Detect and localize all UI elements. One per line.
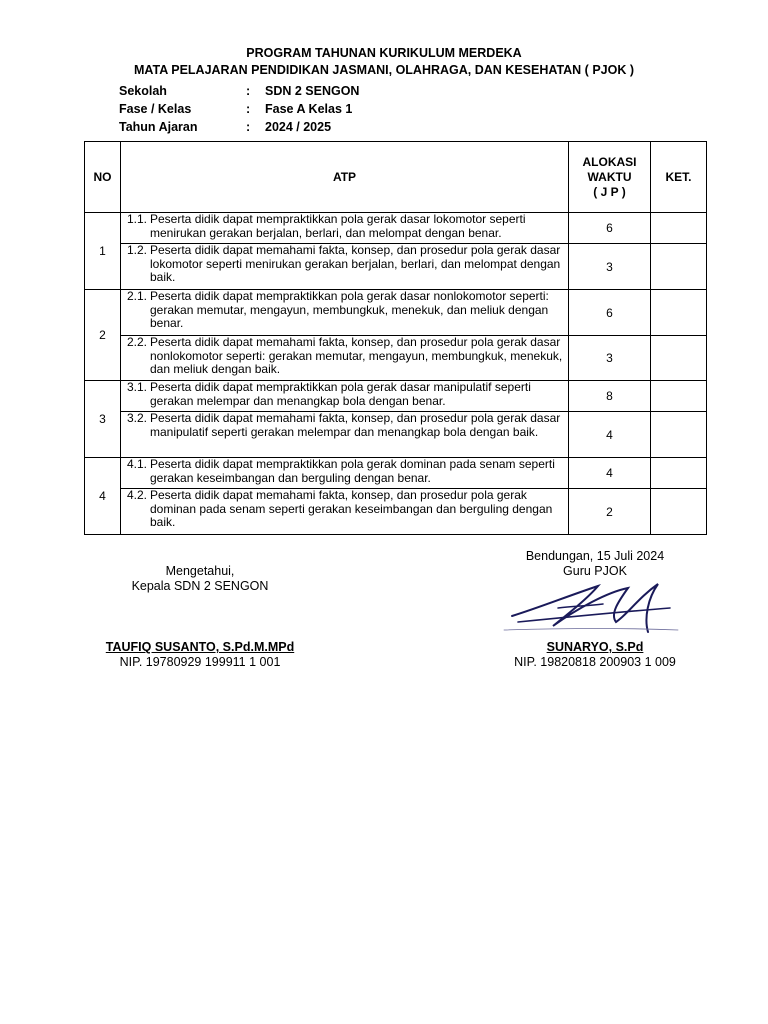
table-header-row	[85, 142, 707, 213]
row-number: 2	[85, 290, 121, 381]
ket-cell	[651, 290, 707, 336]
table-row	[85, 412, 707, 458]
info-colon: :	[246, 84, 251, 98]
atp-number: 1.1.	[127, 212, 148, 226]
jp-value: 4	[569, 458, 651, 489]
ket-cell	[651, 458, 707, 489]
atp-cell	[121, 336, 569, 381]
atp-cell	[121, 458, 569, 489]
left-sign-line2: Kepala SDN 2 SENGON	[131, 579, 269, 593]
jp-value: 2	[569, 489, 651, 535]
jp-value: 8	[569, 381, 651, 412]
atp-cell	[121, 412, 569, 458]
table-row	[85, 336, 707, 381]
jp-value: 3	[569, 244, 651, 290]
info-value: 2024 / 2025	[265, 120, 332, 134]
jp-value: 4	[569, 412, 651, 458]
table-row	[85, 244, 707, 290]
row-number: 4	[85, 458, 121, 535]
atp-number: 3.1.	[127, 380, 148, 394]
atp-cell	[121, 244, 569, 290]
info-colon: :	[246, 120, 251, 134]
header-alokasi-line: ALOKASI	[582, 154, 637, 169]
table-row	[85, 381, 707, 412]
atp-number: 1.2.	[127, 243, 148, 257]
right-signer-name: SUNARYO, S.Pd	[546, 640, 644, 654]
ket-cell	[651, 213, 707, 244]
info-label: Sekolah	[119, 84, 167, 98]
right-signer-nip: NIP. 19820818 200903 1 009	[514, 655, 676, 669]
handwritten-signature	[498, 578, 683, 636]
ket-cell	[651, 412, 707, 458]
jp-value: 6	[569, 290, 651, 336]
atp-number: 4.2.	[127, 488, 148, 502]
atp-number: 2.2.	[127, 335, 148, 349]
jp-value: 3	[569, 336, 651, 381]
atp-text: Peserta didik dapat memahami fakta, konsep, dan prosedur pola gerak dasar manipulatif seperti gerakan melempar dan menangkap bola dengan baik.	[150, 411, 561, 439]
atp-cell	[121, 489, 569, 535]
atp-text: Peserta didik dapat memahami fakta, konsep, dan prosedur pola gerak dasar lokomotor seperti menirukan gerakan berjalan, berlari, dan melompat dengan baik.	[150, 243, 561, 284]
atp-text: Peserta didik dapat mempraktikkan pola gerak dominan pada senam seperti gerakan keseimbangan dan berguling dengan benar.	[150, 457, 555, 485]
right-sign-role: Guru PJOK	[563, 564, 627, 578]
atp-text: Peserta didik dapat memahami fakta, konsep, dan prosedur pola gerak dasar nonlokomotor seperti: gerakan memutar, mengayun, membungkuk, menekuk, dan meliuk dengan baik.	[150, 335, 563, 376]
right-signature-block	[490, 549, 700, 578]
header-alokasi	[569, 142, 651, 213]
table-row	[85, 213, 707, 244]
left-sign-line1: Mengetahui,	[165, 564, 235, 578]
atp-table	[84, 141, 707, 535]
table-row	[85, 489, 707, 535]
ket-cell	[651, 489, 707, 535]
left-signer-name: TAUFIQ SUSANTO, S.Pd.M.MPd	[105, 640, 295, 654]
header-atp: ATP	[121, 142, 569, 213]
document-subtitle: MATA PELAJARAN PENDIDIKAN JASMANI, OLAHRAGA, DAN KESEHATAN ( PJOK )	[133, 63, 634, 77]
atp-cell	[121, 213, 569, 244]
atp-text: Peserta didik dapat mempraktikkan pola gerak dasar manipulatif seperti gerakan melempar dan menangkap bola dengan benar.	[150, 380, 531, 408]
ket-cell	[651, 336, 707, 381]
header-ket: KET.	[651, 142, 707, 213]
atp-cell	[121, 290, 569, 336]
info-value: Fase A Kelas 1	[265, 102, 353, 116]
right-sign-date: Bendungan, 15 Juli 2024	[525, 549, 665, 563]
row-number: 3	[85, 381, 121, 458]
left-signer-nip: NIP. 19780929 199911 1 001	[119, 655, 281, 669]
atp-text: Peserta didik dapat memahami fakta, konsep, dan prosedur pola gerak dominan pada senam seperti gerakan keseimbangan dan berguling dengan baik.	[150, 488, 553, 529]
info-value: SDN 2 SENGON	[265, 84, 360, 98]
ket-cell	[651, 381, 707, 412]
ket-cell	[651, 244, 707, 290]
atp-number: 2.1.	[127, 289, 148, 303]
atp-text: Peserta didik dapat mempraktikkan pola gerak dasar nonlokomotor seperti: gerakan memutar, mengayun, membungkuk, menekuk, dan meliuk dengan benar.	[150, 289, 549, 330]
document-title: PROGRAM TAHUNAN KURIKULUM MERDEKA	[246, 46, 522, 60]
atp-number: 4.1.	[127, 457, 148, 471]
header-alokasi-line: ( J P )	[593, 184, 626, 199]
row-number: 1	[85, 213, 121, 290]
header-no: NO	[85, 142, 121, 213]
info-label: Tahun Ajaran	[119, 120, 198, 134]
atp-number: 3.2.	[127, 411, 148, 425]
left-signature-block	[100, 564, 300, 593]
jp-value: 6	[569, 213, 651, 244]
atp-text: Peserta didik dapat mempraktikkan pola gerak dasar lokomotor seperti menirukan gerakan berjalan, berlari, dan melompat dengan benar.	[150, 212, 526, 240]
table-row	[85, 290, 707, 336]
header-alokasi-line: WAKTU	[587, 169, 632, 184]
table-row	[85, 458, 707, 489]
info-colon: :	[246, 102, 251, 116]
atp-cell	[121, 381, 569, 412]
info-label: Fase / Kelas	[119, 102, 192, 116]
